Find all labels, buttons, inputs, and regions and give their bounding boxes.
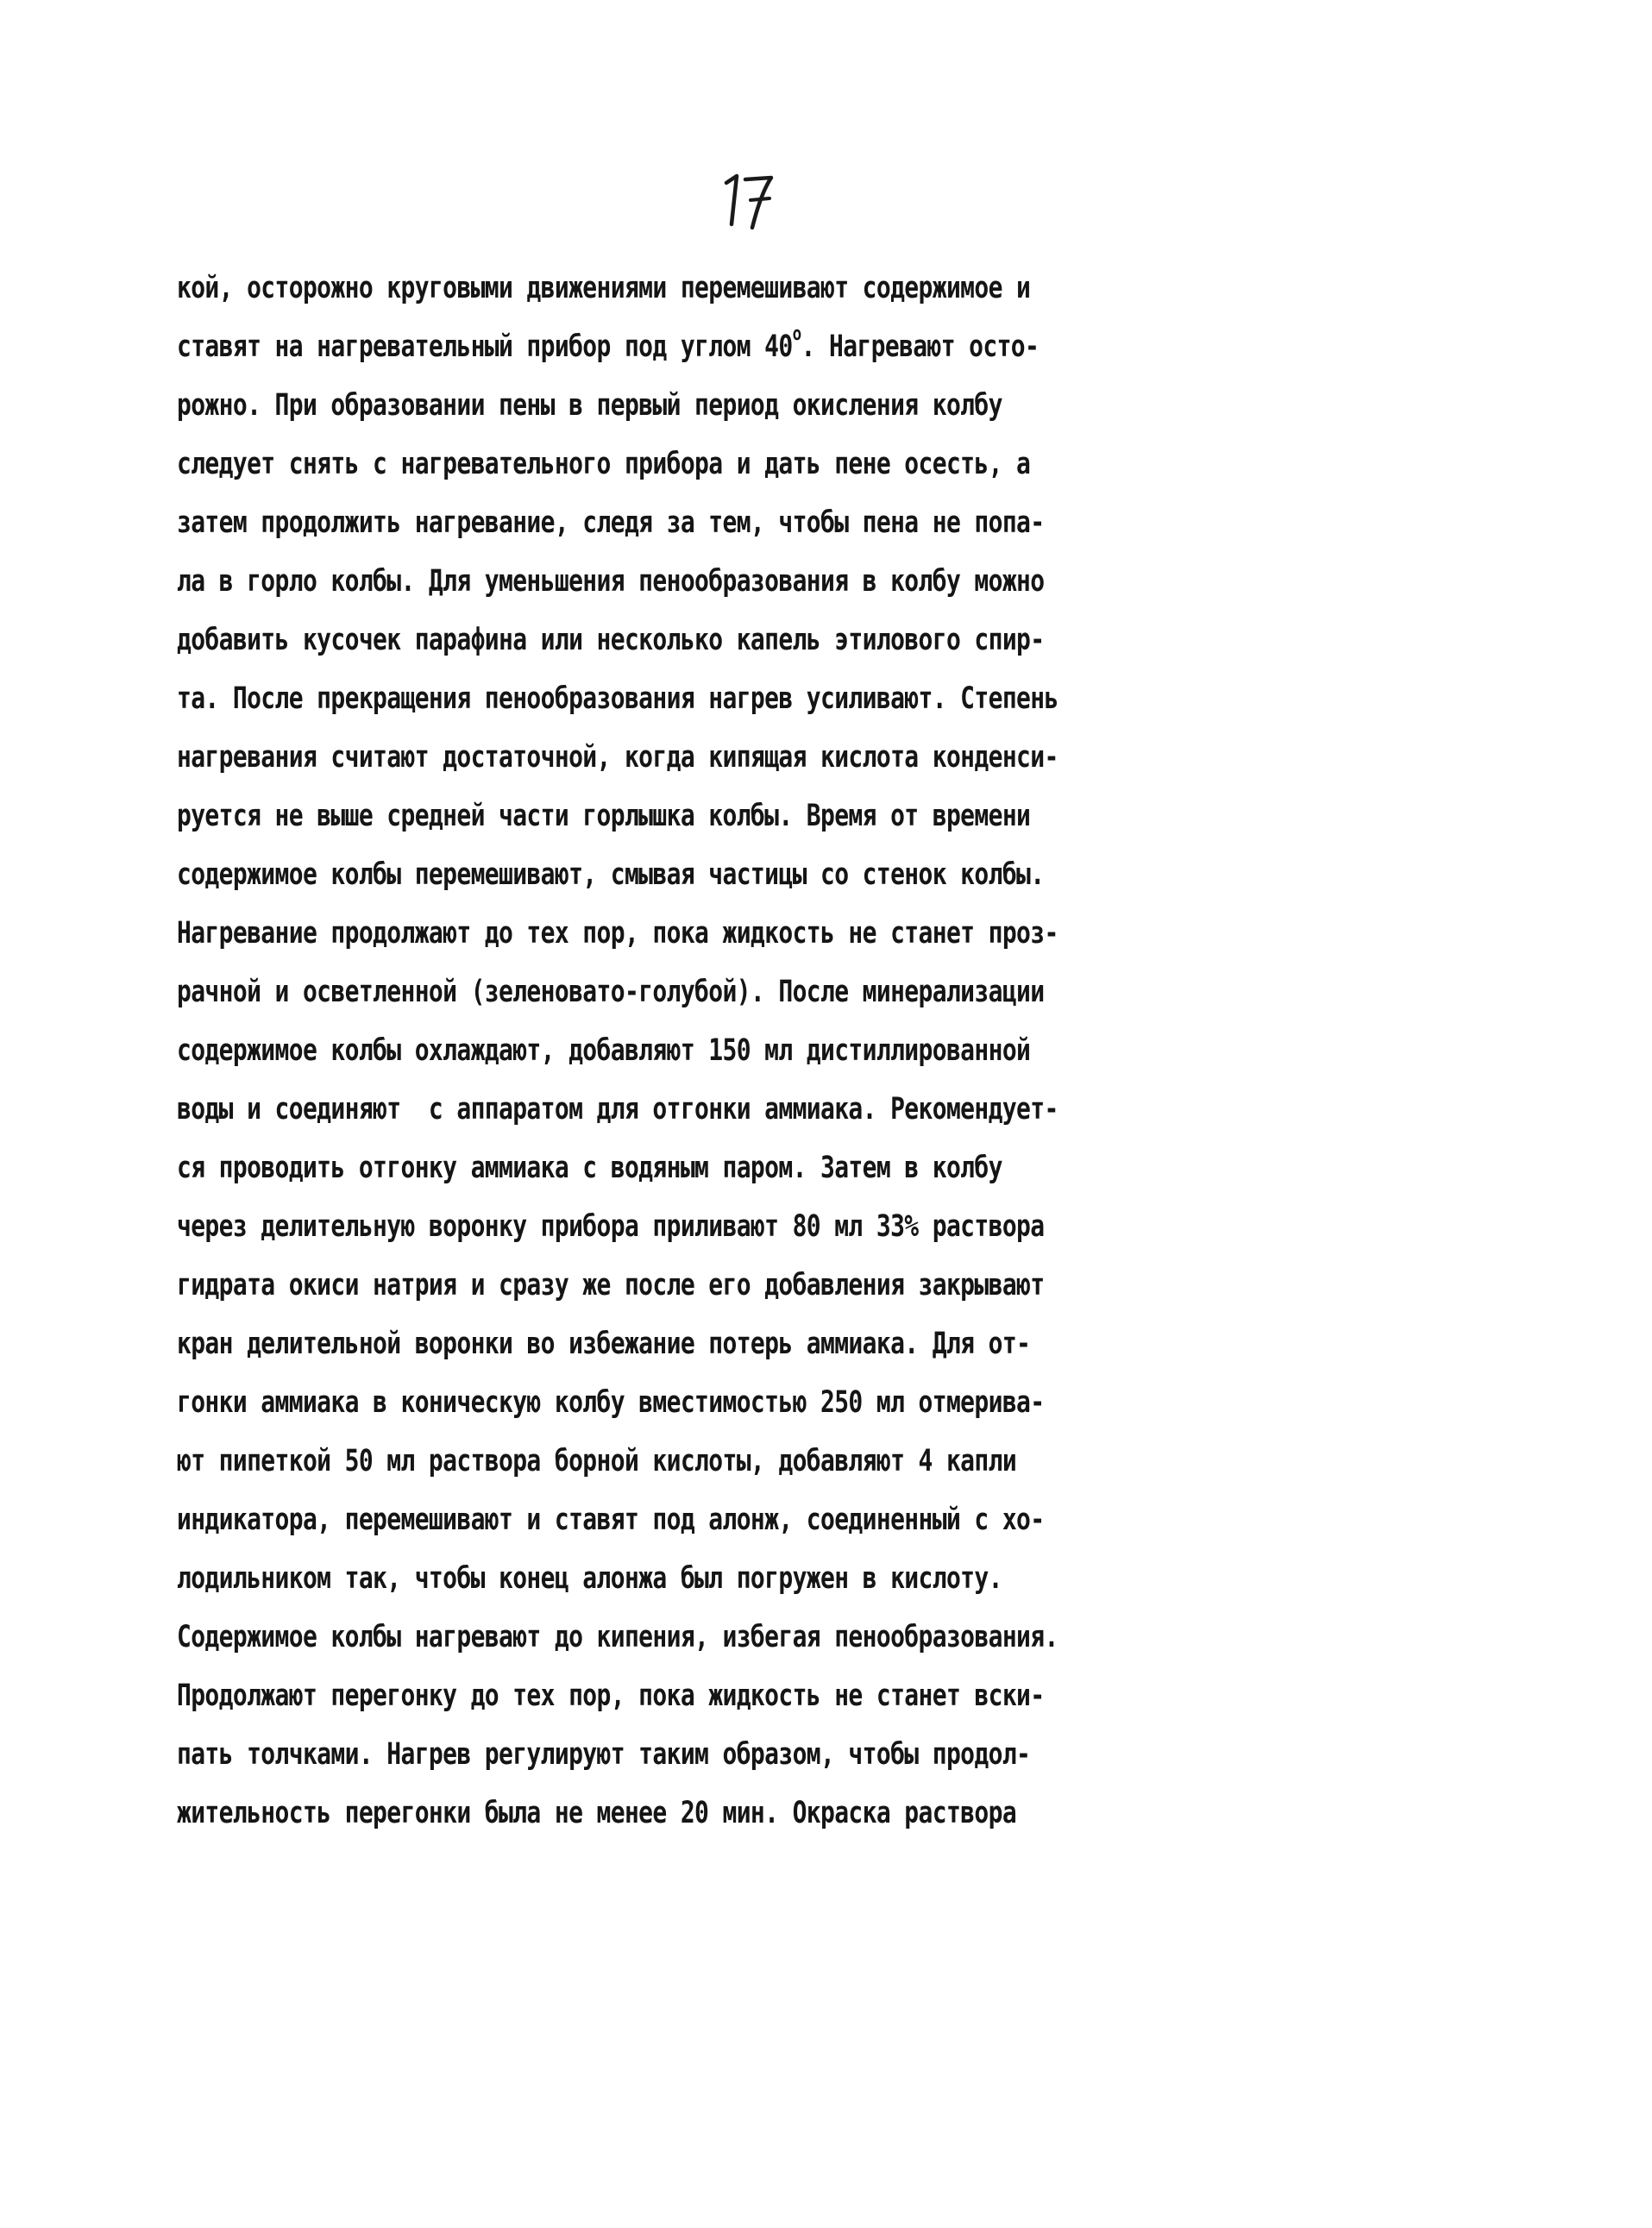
text-line: затем продолжить нагревание, следя за тем, чтобы пена не попа- bbox=[177, 505, 1045, 540]
body-text bbox=[177, 259, 1298, 1842]
text-line: ся проводить отгонку аммиака с водяным паром. Затем в колбу bbox=[177, 1151, 1002, 1185]
text-line: кой, осторожно круговыми движениями перемешивают содержимое и bbox=[177, 271, 1031, 305]
handwritten-page-number bbox=[707, 164, 794, 242]
text-line: ют пипеткой 50 мл раствора борной кислоты, добавляют 4 капли bbox=[177, 1444, 1017, 1478]
page-number bbox=[707, 164, 794, 242]
text-line: через делительную воронку прибора приливают 80 мл 33% раствора bbox=[177, 1209, 1045, 1244]
text-line: содержимое колбы охлаждают, добавляют 150 мл дистиллированной bbox=[177, 1033, 1031, 1068]
text-line: руется не выше средней части горлышка колбы. Время от времени bbox=[177, 799, 1031, 833]
text-line: следует снять с нагревательного прибора и дать пене осесть, а bbox=[177, 447, 1031, 481]
text-line: нагревания считают достаточной, когда кипящая кислота конденси- bbox=[177, 740, 1058, 775]
text-line-part: ставят на нагревательный прибор под углом 40 bbox=[177, 329, 793, 364]
text-line: добавить кусочек парафина или несколько капель этилового спир- bbox=[177, 623, 1045, 657]
text-line: лодильником так, чтобы конец алонжа был погружен в кислоту. bbox=[177, 1561, 1002, 1596]
text-line: ла в горло колбы. Для уменьшения пенообразования в колбу можно bbox=[177, 564, 1045, 599]
text-line: Продолжают перегонку до тех пор, пока жидкость не станет вски- bbox=[177, 1679, 1045, 1713]
text-line: Содержимое колбы нагревают до кипения, избегая пенообразования. bbox=[177, 1620, 1058, 1654]
text-line: воды и соединяют с аппаратом для отгонки аммиака. Рекомендует- bbox=[177, 1092, 1058, 1127]
text-line: та. После прекращения пенообразования нагрев усиливают. Степень bbox=[177, 681, 1058, 716]
text-line bbox=[177, 317, 1074, 376]
text-line: содержимое колбы перемешивают, смывая частицы со стенок колбы. bbox=[177, 857, 1045, 892]
text-line-part: . Нагревают осто- bbox=[801, 329, 1040, 364]
text-line: гидрата окиси натрия и сразу же после его добавления закрывают bbox=[177, 1268, 1045, 1302]
degree-superscript: о bbox=[792, 323, 801, 346]
text-line: гонки аммиака в коническую колбу вместимостью 250 мл отмерива- bbox=[177, 1385, 1045, 1420]
text-line: рожно. При образовании пены в первый период окисления колбу bbox=[177, 388, 1002, 423]
text-line: жительность перегонки была не менее 20 мин. Окраска раствора bbox=[177, 1796, 1017, 1830]
text-line: рачной и осветленной (зеленовато-голубой). После минерализации bbox=[177, 975, 1045, 1009]
text-line: пать толчками. Нагрев регулируют таким образом, чтобы продол- bbox=[177, 1737, 1031, 1772]
text-line: индикатора, перемешивают и ставят под алонж, соединенный с хо- bbox=[177, 1503, 1045, 1537]
text-line: кран делительной воронки во избежание потерь аммиака. Для от- bbox=[177, 1327, 1031, 1361]
text-line: Нагревание продолжают до тех пор, пока жидкость не станет проз- bbox=[177, 916, 1058, 951]
